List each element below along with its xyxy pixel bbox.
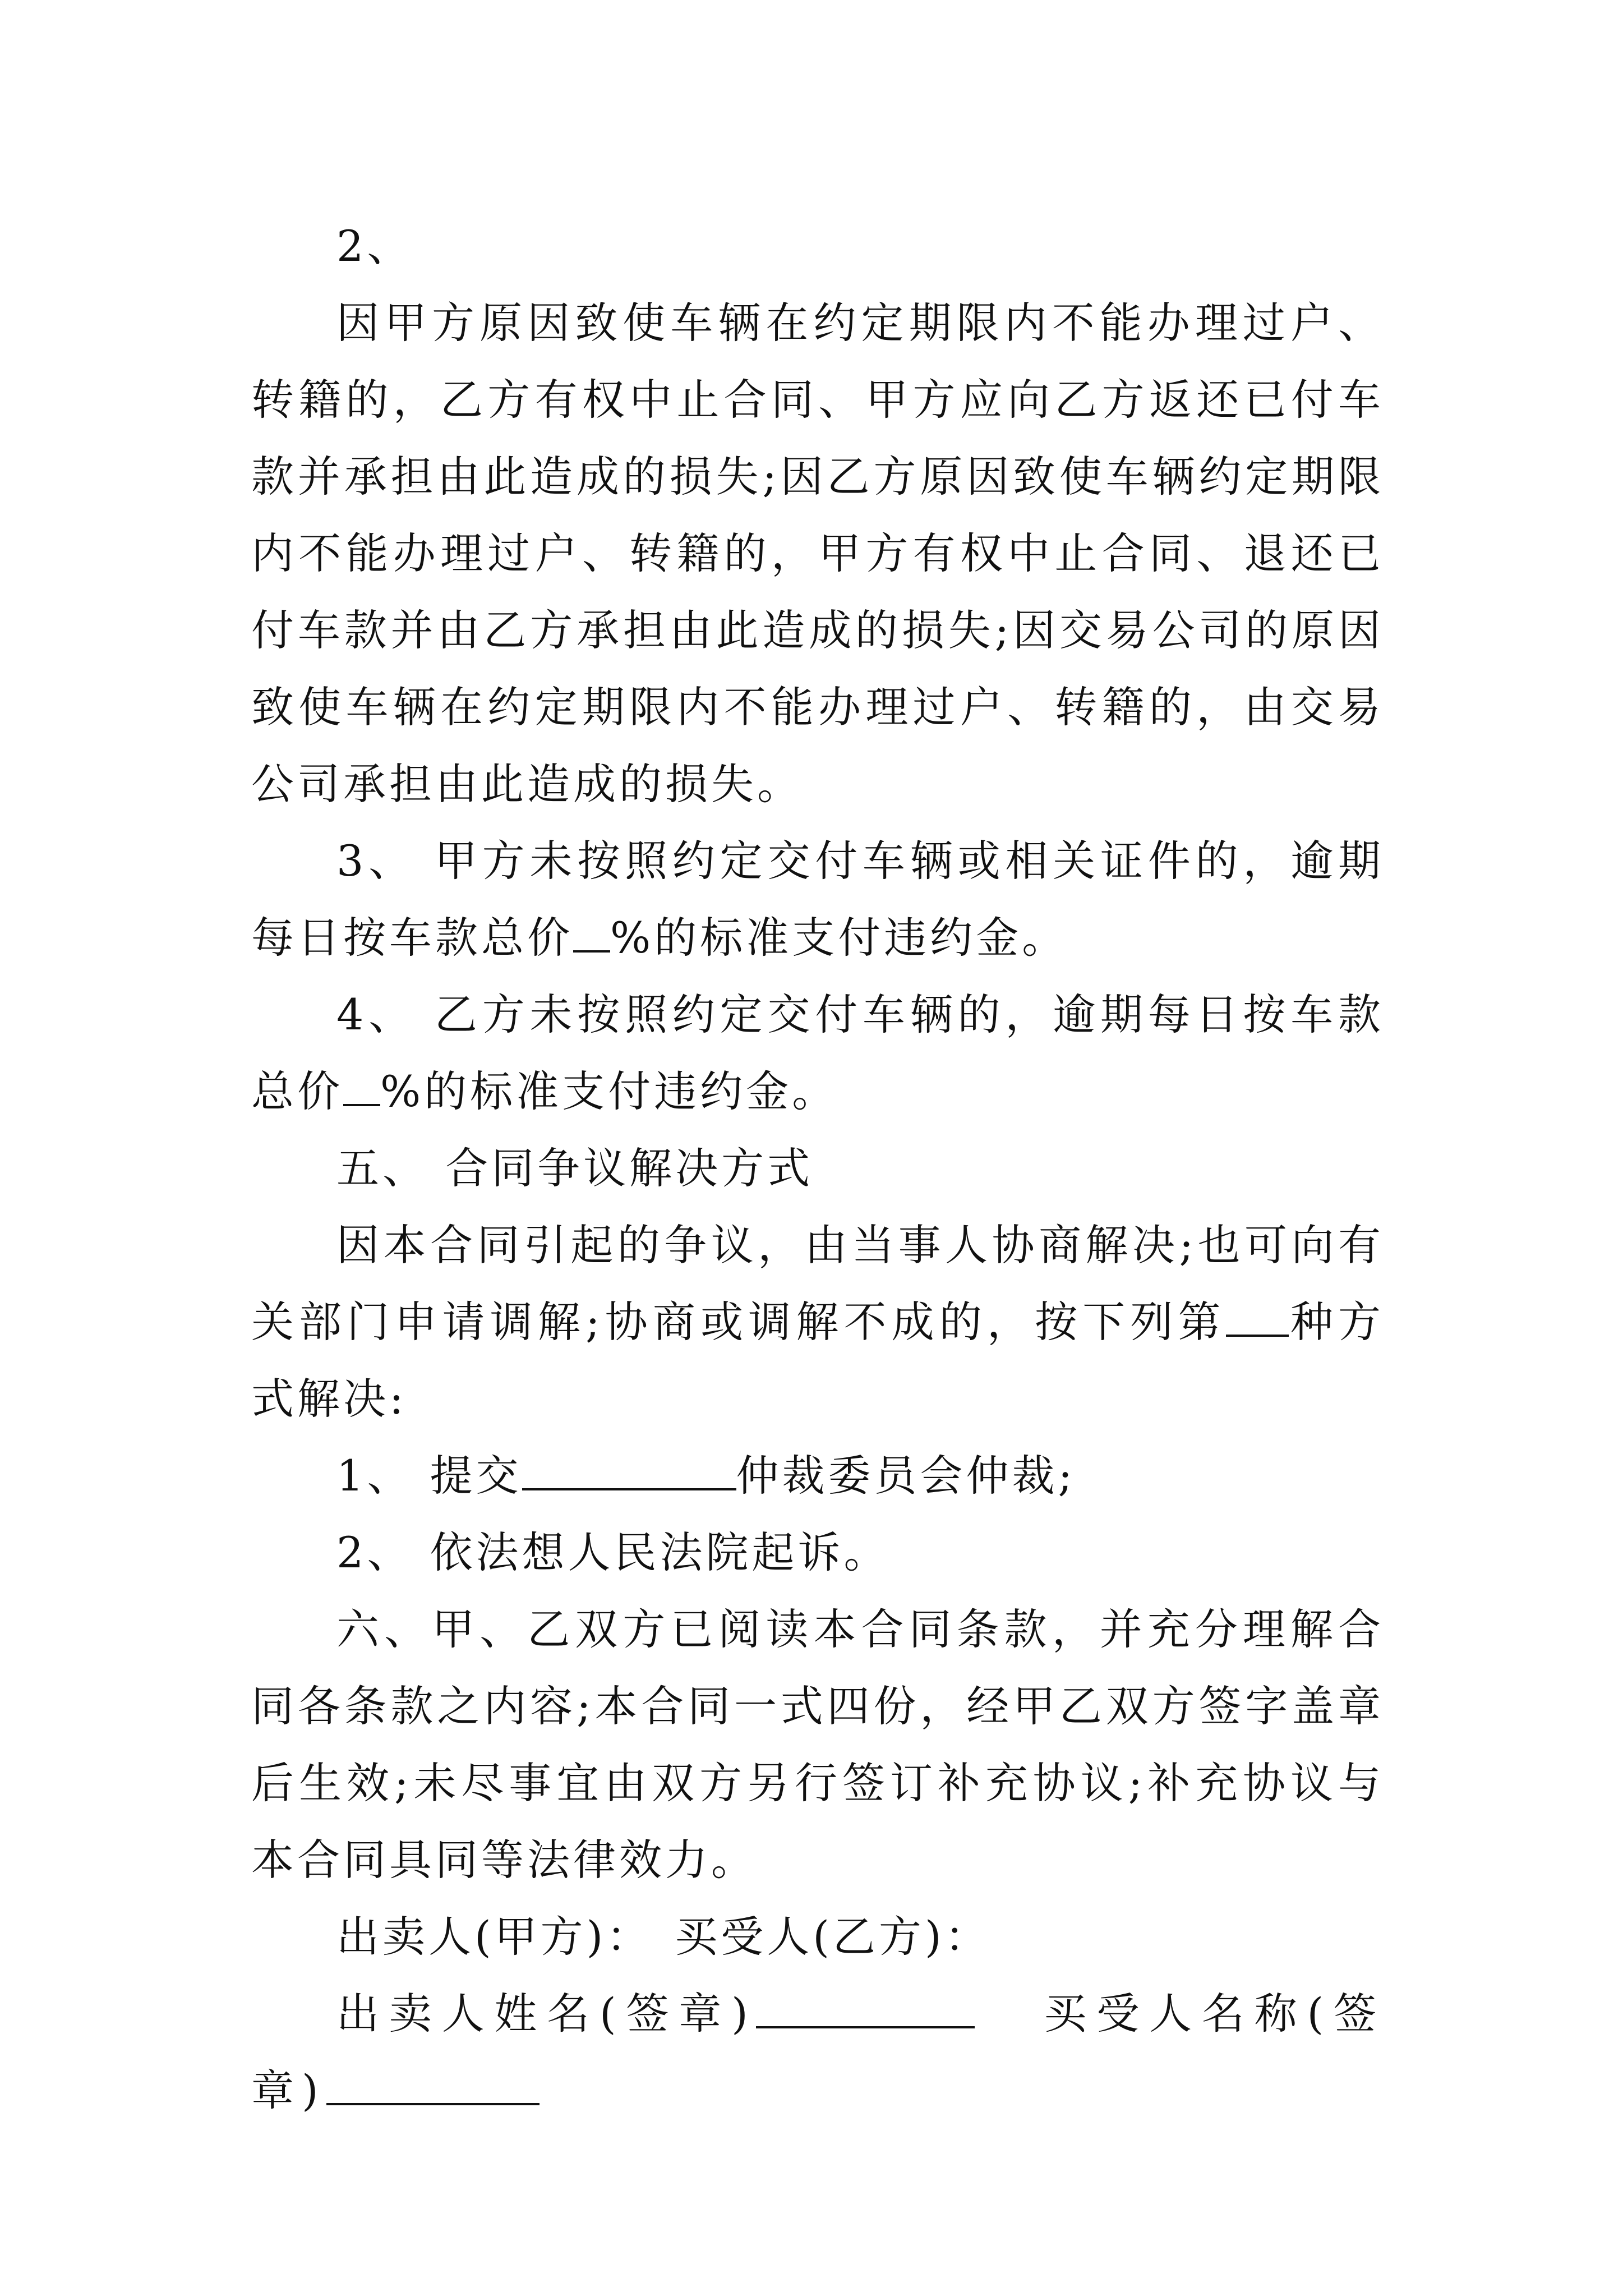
section-5-prefix: 因本合同引起的争议，由当事人协商解决;也可向有关部门申请调解;协商或调解不成的，按下列第	[251, 1220, 1384, 1347]
item-2-number-text: 2、	[336, 221, 413, 271]
section-5-suffix: 种方式解决:	[251, 1297, 1384, 1424]
arbitration-committee-blank	[522, 1449, 736, 1490]
section-6-paragraph	[251, 1591, 1384, 1898]
item-2-paragraph	[251, 284, 1384, 822]
item-3-paragraph	[251, 822, 1384, 976]
section-5-paragraph	[251, 1207, 1384, 1437]
item-3-blank	[573, 911, 610, 953]
seller-label: 出卖人(甲方)：	[336, 1912, 653, 1962]
item-2-number	[251, 208, 1384, 284]
item-4-blank	[343, 1065, 380, 1106]
item-4-prefix: 4、 乙方未按照约定交付车辆的，逾期每日按车款总价	[251, 990, 1384, 1116]
document-body	[251, 208, 1384, 2129]
parties-line	[251, 1898, 1384, 1975]
option-1-suffix: 仲裁委员会仲裁;	[736, 1451, 1076, 1501]
option-2-paragraph	[251, 1514, 1384, 1591]
option-1-prefix: 1、 提交	[336, 1451, 522, 1501]
buyer-label: 买受人(乙方)：	[675, 1912, 991, 1962]
section-5-heading	[251, 1130, 1384, 1207]
seller-signature-blank	[756, 1987, 975, 2028]
signature-paragraph	[251, 1975, 1384, 2129]
buyer-signature-blank	[326, 2064, 540, 2105]
item-3-prefix: 3、 甲方未按照约定交付车辆或相关证件的，逾期每日按车款总价	[251, 836, 1384, 963]
option-1-paragraph	[251, 1437, 1384, 1514]
section-5-option-blank	[1226, 1295, 1289, 1337]
item-4-suffix: %的标准支付违约金。	[380, 1066, 838, 1116]
section-6-text: 六、甲、乙双方已阅读本合同条款，并充分理解合同各条款之内容;本合同一式四份，经甲乙双方签字盖章后生效;未尽事宜由双方另行签订补充协议;补充协议与本合同具同等法律效力。	[251, 1604, 1384, 1885]
section-5-heading-text: 五、 合同争议解决方式	[336, 1143, 814, 1193]
item-3-suffix: %的标准支付违约金。	[610, 913, 1068, 963]
item-4-paragraph	[251, 976, 1384, 1130]
item-2-text: 因甲方原因致使车辆在约定期限内不能办理过户、转籍的，乙方有权中止合同、甲方应向乙方返还已付车款并承担由此造成的损失;因乙方原因致使车辆约定期限内不能办理过户、转籍的，甲方有权中止合同、退还已付车款并由乙方承担由此造成的损失;因交易公司的原因致使车辆在约定期限内不能办理过户、转籍的，由交易公司承担由此造成的损失。	[251, 298, 1384, 809]
seller-sign-label: 出卖人姓名(签章)	[336, 1989, 756, 2039]
option-2-text: 2、 依法想人民法院起诉。	[336, 1527, 890, 1577]
buyer-sign-label: 买受人名称(签章)	[251, 1989, 1384, 2115]
